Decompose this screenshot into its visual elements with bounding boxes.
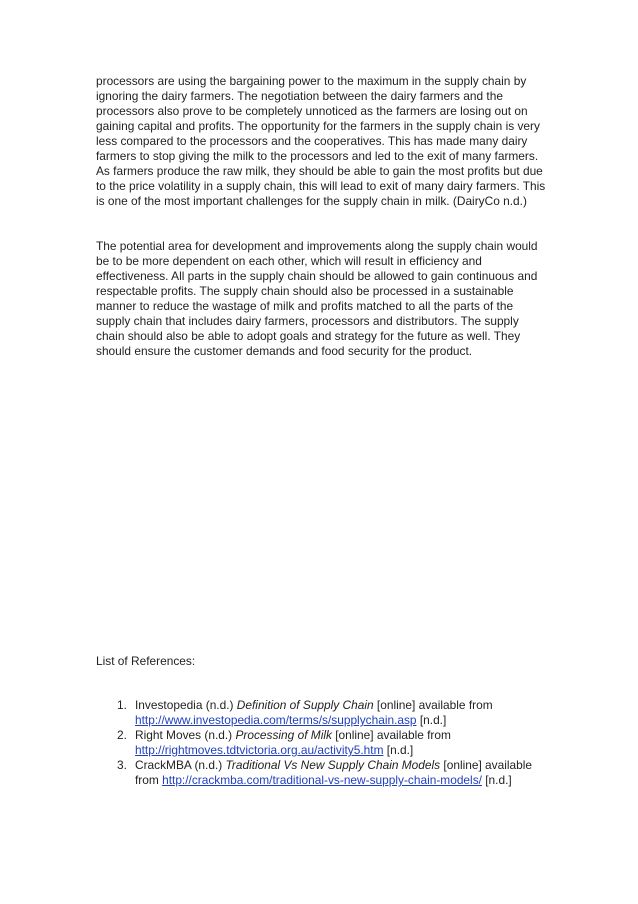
reference-source: [online] available from bbox=[373, 698, 493, 712]
reference-list bbox=[96, 698, 548, 788]
reference-source: [online] available from bbox=[135, 758, 532, 788]
body-paragraph-1: processors are using the bargaining power to the maximum in the supply chain by ignoring the dairy farmers. The negotiation between the dairy farmers and the processors also prove to be completely unnoticed as the farmers are losing out on gaining capital and profits. The opportunity for the farmers in the supply chain is very less compared to the processors and the cooperatives. This has made many dairy farmers to stop giving the milk to the processors and led to the exit of many farmers. As farmers produce the raw milk, they should be able to gain the most profits but due to the price volatility in a supply chain, this will lead to exit of many dairy farmers. This is one of the most important challenges for the supply chain in milk. (DairyCo n.d.) bbox=[96, 74, 546, 209]
reference-author: Investopedia (n.d.) bbox=[135, 698, 237, 712]
reference-number: 2. bbox=[117, 728, 127, 743]
reference-date: [n.d.] bbox=[383, 743, 414, 758]
reference-date: [n.d.] bbox=[416, 713, 447, 728]
reference-item bbox=[96, 758, 548, 788]
body-paragraph-2: The potential area for development and improvements along the supply chain would be to be more dependent on each other, which will result in efficiency and effectiveness. All parts in the supply chain should be allowed to gain continuous and respectable profits. The supply chain should also be processed in a sustainable manner to reduce the wastage of milk and profits matched to all the parts of the supply chain that includes dairy farmers, processors and distributors. The supply chain should also be able to adopt goals and strategy for the future as well. They should ensure the customer demands and food security for the product. bbox=[96, 239, 538, 359]
reference-number: 3. bbox=[117, 758, 127, 773]
reference-author: Right Moves (n.d.) bbox=[135, 728, 236, 743]
reference-title: Processing of Milk bbox=[235, 728, 332, 743]
reference-source: [online] available from bbox=[331, 728, 451, 743]
reference-title: Traditional Vs New Supply Chain Models bbox=[225, 758, 441, 773]
reference-title: Definition of Supply Chain bbox=[236, 698, 374, 712]
reference-link[interactable]: http://www.investopedia.com/terms/s/supplychain.asp bbox=[135, 713, 417, 728]
reference-number: 1. bbox=[117, 698, 127, 712]
reference-item bbox=[96, 728, 548, 758]
reference-link[interactable]: http://rightmoves.tdtvictoria.org.au/activity5.htm bbox=[135, 743, 384, 758]
reference-author: CrackMBA (n.d.) bbox=[135, 758, 226, 773]
references-heading: List of References: bbox=[96, 654, 196, 668]
reference-link[interactable]: http://crackmba.com/traditional-vs-new-supply-chain-models/ bbox=[162, 773, 482, 788]
reference-date: [n.d.] bbox=[481, 773, 512, 788]
reference-item bbox=[96, 698, 548, 728]
